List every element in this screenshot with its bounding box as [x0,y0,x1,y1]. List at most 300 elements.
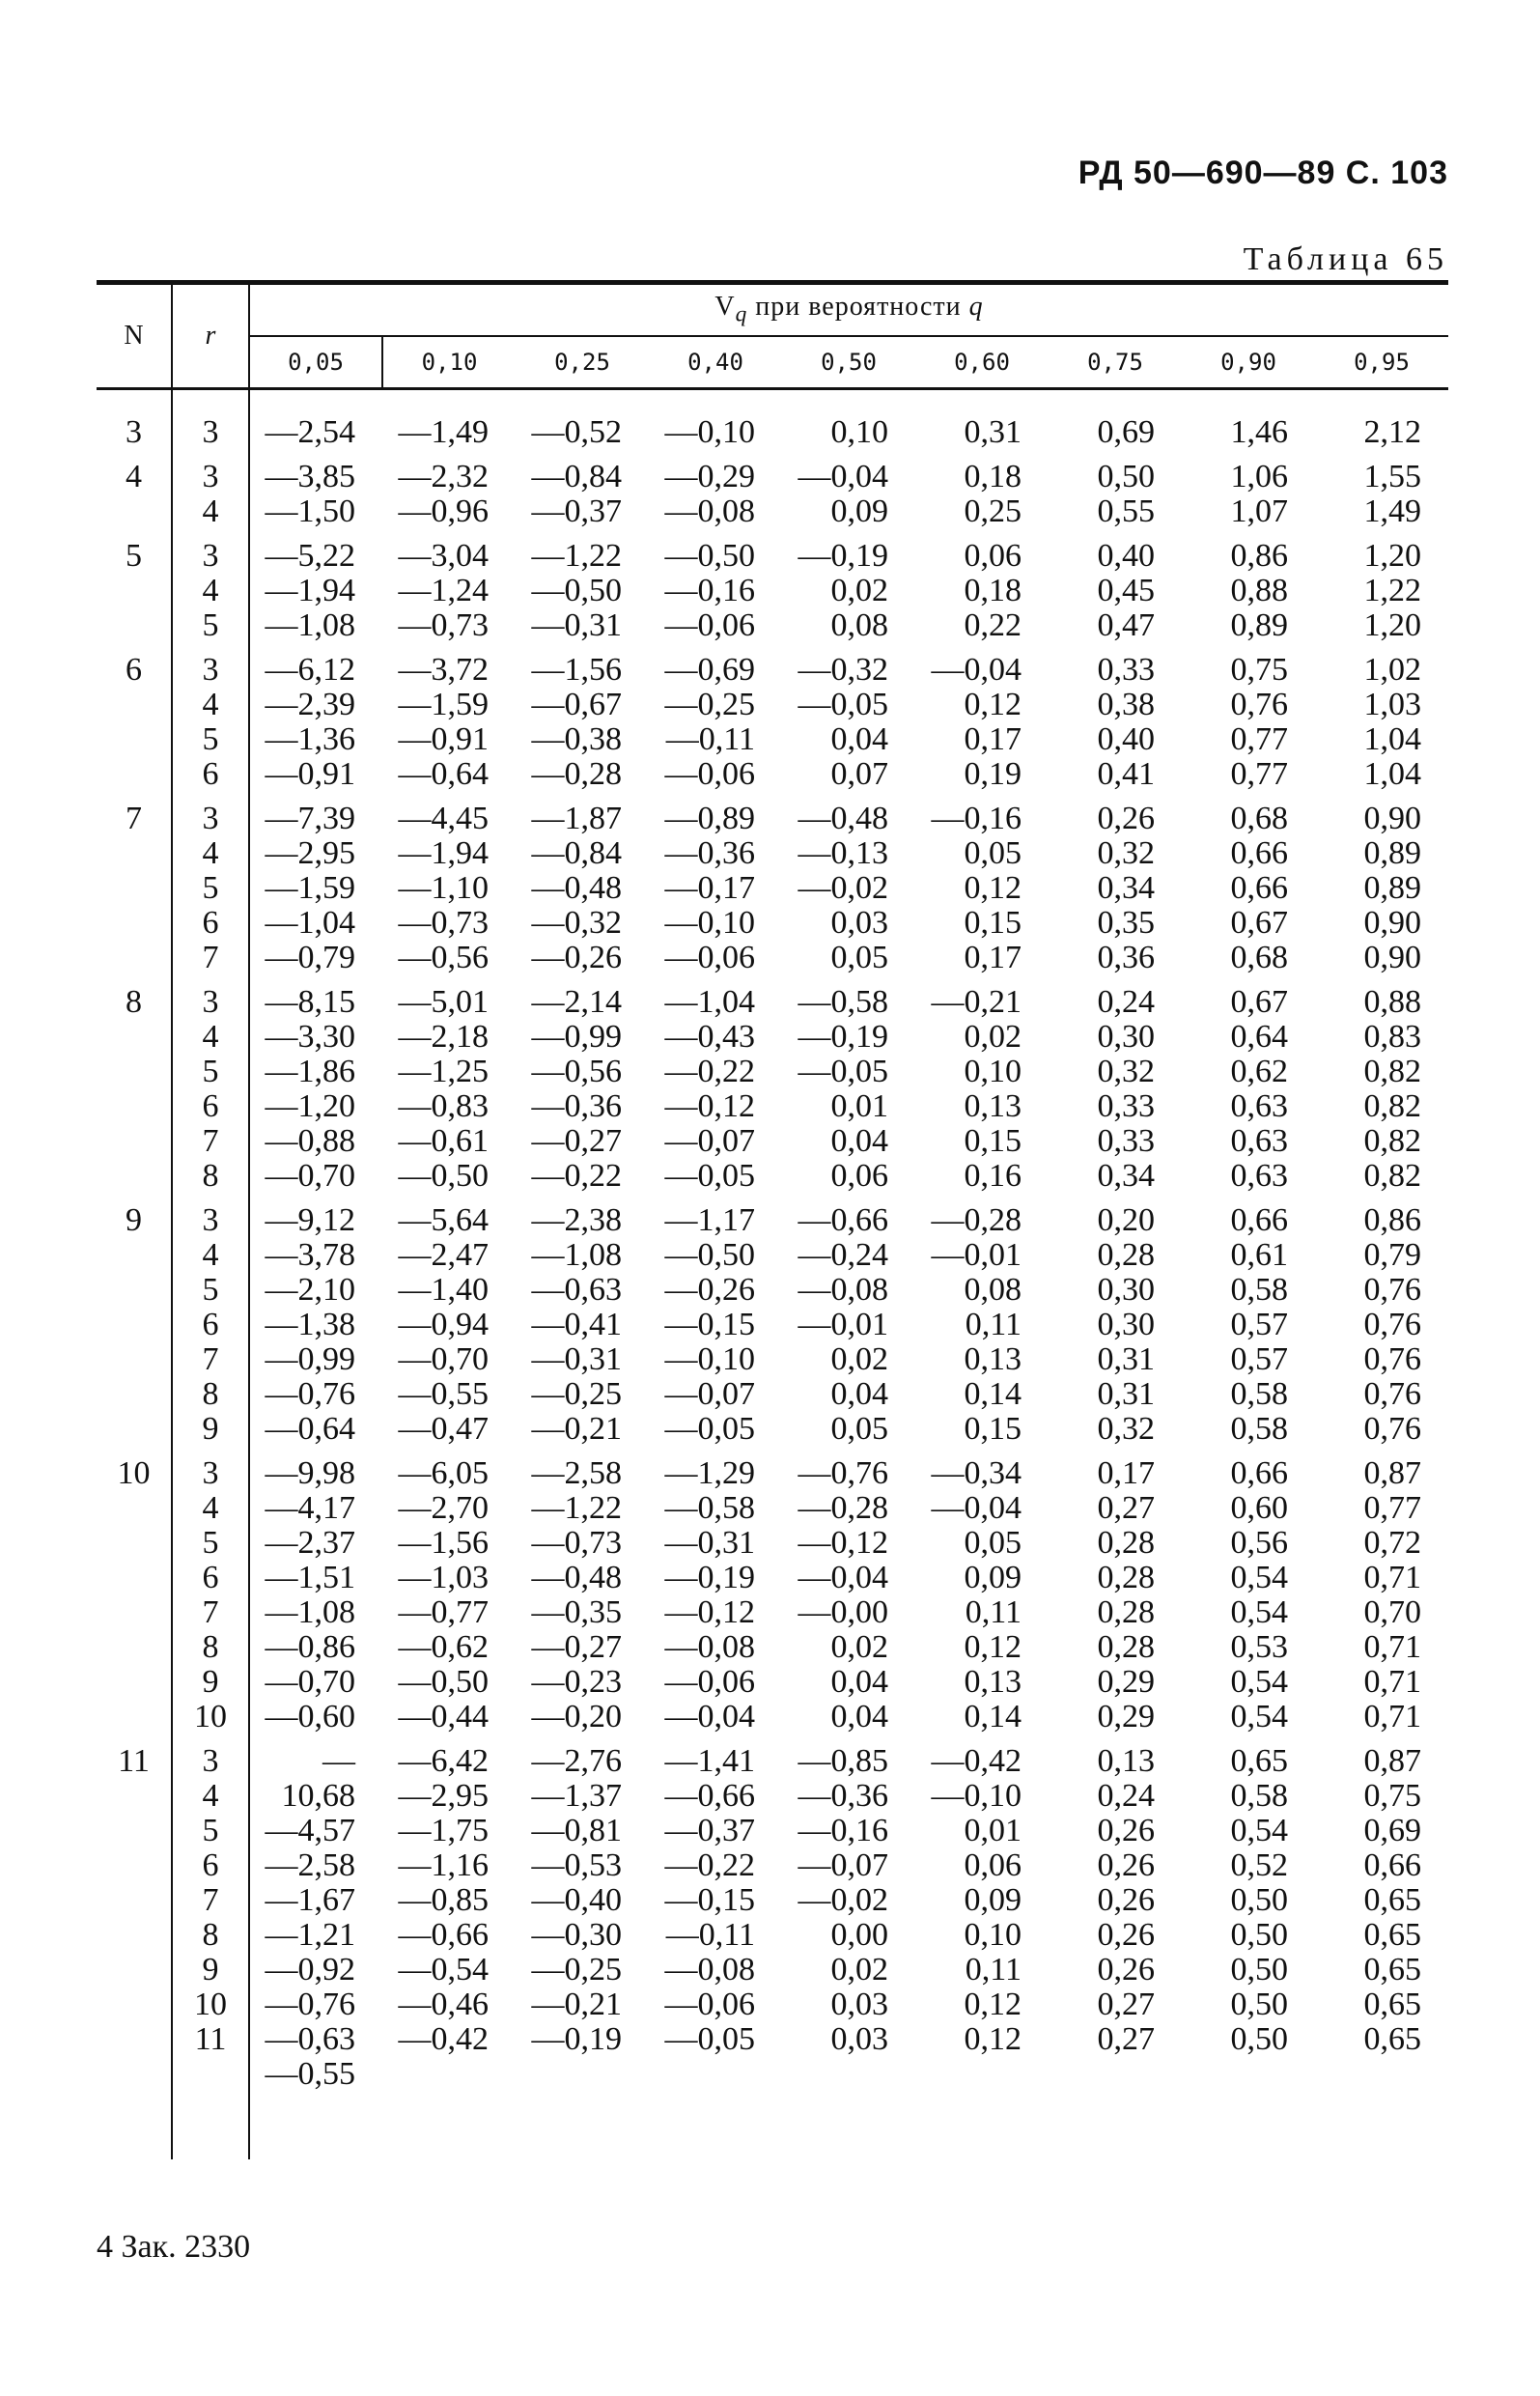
value: —0,04 [931,652,1022,688]
cell-values [516,1447,649,1734]
value: —0,06 [664,1664,755,1700]
cell-values [1049,1447,1182,1734]
value: 0,75 [1363,1778,1421,1814]
value: 0,62 [1230,1054,1288,1089]
value: 0,67 [1230,905,1288,941]
cell-values [1182,1194,1315,1447]
value: 0,34 [1097,870,1155,906]
cell-values [249,792,382,975]
value: 0,41 [1097,756,1155,792]
value: —0,37 [531,493,622,529]
value: 0,27 [1097,1490,1155,1526]
value: 0,66 [1230,835,1288,871]
value: —0,22 [531,1158,622,1194]
cell-values [1315,1734,1448,2159]
value: —0,64 [398,756,489,792]
cell-r [172,1734,249,2159]
value: 0,06 [964,538,1022,574]
value: 0,69 [1363,1813,1421,1848]
page-footer: 4 Зак. 2330 [97,2229,251,2265]
value: 0,25 [964,493,1022,529]
value: 0,40 [1097,538,1155,574]
value: —0,91 [398,721,489,757]
value: —1,20 [265,1088,355,1124]
value: —0,66 [664,1778,755,1814]
value: 0,89 [1230,607,1288,643]
value: 1,02 [1363,652,1421,688]
value: —0,38 [531,721,622,757]
value: —1,08 [265,607,355,643]
value: 2,12 [1363,414,1421,450]
value: 1,03 [1363,687,1421,722]
cell-n: 8 [97,975,172,1194]
value: —6,12 [265,652,355,688]
r-value: 3 [202,414,219,450]
value: 0,83 [1363,1019,1421,1055]
value: —0,29 [664,459,755,494]
value: 0,09 [830,493,888,529]
value: 0,89 [1363,870,1421,906]
value: —9,12 [265,1202,355,1238]
value: 0,05 [964,1525,1022,1561]
cell-values [649,529,782,643]
value: 0,06 [964,1847,1022,1883]
value: 0,09 [964,1882,1022,1918]
value: —1,67 [265,1882,355,1918]
value: 0,28 [1097,1594,1155,1630]
cell-values [782,529,915,643]
cell-values [649,450,782,529]
value: —0,06 [664,940,755,975]
value: —1,94 [265,573,355,608]
value: 0,19 [964,756,1022,792]
value: 0,03 [830,2021,888,2057]
value: 0,12 [964,687,1022,722]
value: 0,01 [964,1813,1022,1848]
value: —0,10 [664,1341,755,1377]
value: —0,44 [398,1699,489,1734]
value: 0,11 [965,1307,1022,1342]
table-row-group [97,975,1448,1194]
value: —0,22 [664,1054,755,1089]
value: —0,55 [265,2056,355,2092]
value: —0,06 [664,756,755,792]
value: 0,17 [1097,1455,1155,1491]
value: 0,16 [964,1158,1022,1194]
table-row-group [97,792,1448,975]
value: —0,41 [531,1307,622,1342]
value: 0,45 [1097,573,1155,608]
value: —0,08 [664,1952,755,1987]
v-caption-text: при вероятности [747,292,969,323]
value: —0,73 [398,607,489,643]
cell-values [516,1194,649,1447]
value: —0,06 [664,1987,755,2022]
value: 0,10 [830,414,888,450]
cell-values [1315,450,1448,529]
value: 0,65 [1230,1743,1288,1779]
value: —1,17 [664,1202,755,1238]
value: 0,90 [1363,940,1421,975]
value: —0,50 [398,1158,489,1194]
value: —0,42 [931,1743,1022,1779]
value: 0,86 [1363,1202,1421,1238]
value: 0,13 [964,1341,1022,1377]
cell-values [1049,389,1182,451]
value: —0,85 [798,1743,888,1779]
value: 0,04 [830,1123,888,1159]
value: —1,03 [398,1560,489,1595]
value: —0,42 [398,2021,489,2057]
value: —0,84 [531,835,622,871]
value: 0,82 [1363,1158,1421,1194]
value: —0,04 [798,1560,888,1595]
value: 0,15 [964,1123,1022,1159]
value: —0,31 [664,1525,755,1561]
value: —0,19 [798,1019,888,1055]
cell-values [382,975,516,1194]
value: —0,84 [531,459,622,494]
r-value: 8 [202,1376,219,1412]
r-value: 3 [202,1455,219,1491]
value: —0,63 [531,1272,622,1308]
value: —0,54 [398,1952,489,1987]
value: 0,82 [1363,1054,1421,1089]
value: 0,86 [1230,538,1288,574]
value: —3,78 [265,1237,355,1273]
cell-values [516,529,649,643]
value: 0,08 [964,1272,1022,1308]
value: —0,66 [798,1202,888,1238]
r-value: 6 [202,1560,219,1595]
value: —0,10 [664,905,755,941]
value: —1,59 [265,870,355,906]
cell-values [382,529,516,643]
value: —0,53 [531,1847,622,1883]
value: 0,47 [1097,607,1155,643]
cell-n: 9 [97,1194,172,1447]
r-value: 7 [202,940,219,975]
column-header-q: 0,90 [1182,336,1315,389]
table-row-group [97,529,1448,643]
value: 0,12 [964,1629,1022,1665]
value: —1,24 [398,573,489,608]
value: 0,33 [1097,652,1155,688]
value: 0,32 [1097,1411,1155,1447]
value: —1,08 [531,1237,622,1273]
r-value: 7 [202,1123,219,1159]
value: 0,65 [1363,1987,1421,2022]
value: 1,20 [1363,607,1421,643]
value: 0,02 [964,1019,1022,1055]
value: 0,87 [1363,1743,1421,1779]
r-value: 11 [194,2021,227,2057]
value: 0,26 [1097,801,1155,836]
value: 0,88 [1363,984,1421,1020]
r-value: 8 [202,1629,219,1665]
value: —6,05 [398,1455,489,1491]
value: —0,76 [265,1376,355,1412]
value: —0,25 [531,1952,622,1987]
cell-n: 6 [97,643,172,792]
r-value: 7 [202,1882,219,1918]
column-header-q: 0,10 [382,336,516,389]
cell-values [382,1734,516,2159]
value: 0,53 [1230,1629,1288,1665]
value: —0,92 [265,1952,355,1987]
value: —0,55 [398,1376,489,1412]
value: —0,02 [798,870,888,906]
cell-values [516,792,649,975]
value: —2,95 [265,835,355,871]
cell-n: 10 [97,1447,172,1734]
value: —0,13 [798,835,888,871]
value: 0,65 [1363,1882,1421,1918]
value: 0,20 [1097,1202,1155,1238]
value: 0,04 [830,1376,888,1412]
cell-values [249,975,382,1194]
value: 0,65 [1363,1917,1421,1953]
value: 0,71 [1363,1560,1421,1595]
value: —3,85 [265,459,355,494]
column-header-n: N [97,283,172,389]
value: 0,30 [1097,1019,1155,1055]
value: 0,31 [1097,1376,1155,1412]
value: —0,15 [664,1307,755,1342]
value: —1,16 [398,1847,489,1883]
value: 0,26 [1097,1813,1155,1848]
cell-n: 11 [97,1734,172,2159]
value: —0,85 [398,1882,489,1918]
value: —0,36 [798,1778,888,1814]
value: —1,59 [398,687,489,722]
r-value: 6 [202,905,219,941]
value: —0,24 [798,1237,888,1273]
value: —0,27 [531,1629,622,1665]
r-value: 3 [202,1202,219,1238]
value: —0,86 [265,1629,355,1665]
value: —0,56 [398,940,489,975]
cell-values [516,975,649,1194]
value: —0,12 [664,1594,755,1630]
value: —2,10 [265,1272,355,1308]
cell-values [915,1734,1049,2159]
value: 0,61 [1230,1237,1288,1273]
value: 0,33 [1097,1123,1155,1159]
value: —1,04 [265,905,355,941]
cell-values [1049,450,1182,529]
cell-values [915,792,1049,975]
value: —1,56 [531,652,622,688]
table-row-group [97,1734,1448,2159]
value: —0,11 [665,721,755,757]
value: 0,11 [965,1952,1022,1987]
value: —0,28 [798,1490,888,1526]
r-value: 4 [202,835,219,871]
value: —1,40 [398,1272,489,1308]
value: —9,98 [265,1455,355,1491]
value: 0,89 [1363,835,1421,871]
column-header-q: 0,50 [782,336,915,389]
value: 0,36 [1097,940,1155,975]
value: —0,08 [798,1272,888,1308]
value: 0,76 [1363,1272,1421,1308]
cell-values [1049,529,1182,643]
cell-r [172,529,249,643]
value: 0,79 [1363,1237,1421,1273]
value: 0,13 [964,1088,1022,1124]
cell-values [1049,975,1182,1194]
value: —0,50 [398,1664,489,1700]
value: —0,70 [265,1158,355,1194]
value: 0,30 [1097,1272,1155,1308]
cell-values [249,1194,382,1447]
cell-values [382,643,516,792]
value: 0,33 [1097,1088,1155,1124]
column-header-v-group [249,283,1448,337]
value: 0,02 [830,1629,888,1665]
value: —0,10 [664,414,755,450]
value: 0,54 [1230,1664,1288,1700]
value: 0,88 [1230,573,1288,608]
cell-values [516,643,649,792]
value: —0,19 [664,1560,755,1595]
value: —0,48 [531,870,622,906]
value: —0,83 [398,1088,489,1124]
value: —0,36 [531,1088,622,1124]
cell-values [249,450,382,529]
value: 0,90 [1363,905,1421,941]
value: —0,32 [798,652,888,688]
value: —0,21 [931,984,1022,1020]
r-value: 7 [202,1341,219,1377]
cell-values [782,1734,915,2159]
value: 0,50 [1230,1952,1288,1987]
value: 0,66 [1230,1455,1288,1491]
value: —0,60 [265,1699,355,1734]
cell-n: 5 [97,529,172,643]
value: 1,04 [1363,721,1421,757]
value: 0,13 [964,1664,1022,1700]
cell-values [1182,1734,1315,2159]
value: 0,29 [1097,1699,1155,1734]
value: 0,28 [1097,1629,1155,1665]
value: 0,34 [1097,1158,1155,1194]
cell-values [1315,529,1448,643]
value: —2,37 [265,1525,355,1561]
value: 0,35 [1097,905,1155,941]
value: —0,30 [531,1917,622,1953]
q-header-row [97,336,1448,389]
cell-values [1182,643,1315,792]
value: 1,07 [1230,493,1288,529]
value: 0,50 [1230,2021,1288,2057]
cell-values [915,389,1049,451]
r-value: 3 [202,538,219,574]
value: 0,64 [1230,1019,1288,1055]
value: 0,52 [1230,1847,1288,1883]
value: —2,70 [398,1490,489,1526]
cell-values [1049,792,1182,975]
cell-r [172,1447,249,1734]
cell-values [382,792,516,975]
value: 0,75 [1230,652,1288,688]
value: 0,10 [964,1054,1022,1089]
cell-values [382,450,516,529]
value: —1,75 [398,1813,489,1848]
value: 0,31 [1097,1341,1155,1377]
value: —0,07 [664,1376,755,1412]
value: 0,12 [964,870,1022,906]
value: —3,72 [398,652,489,688]
value: —2,47 [398,1237,489,1273]
r-value: 5 [202,607,219,643]
cell-values [1182,389,1315,451]
value: —0,27 [531,1123,622,1159]
cell-values [1049,1734,1182,2159]
value: —0,99 [265,1341,355,1377]
value: 0,56 [1230,1525,1288,1561]
value: 0,28 [1097,1560,1155,1595]
value: 0,65 [1363,1952,1421,1987]
value: —0,37 [664,1813,755,1848]
value: 0,67 [1230,984,1288,1020]
value: —1,86 [265,1054,355,1089]
cell-values [1182,1447,1315,1734]
value: —0,50 [531,573,622,608]
value: 0,22 [964,607,1022,643]
cell-values [782,389,915,451]
value: —4,45 [398,801,489,836]
column-header-q: 0,60 [915,336,1049,389]
value: —0,32 [531,905,622,941]
cell-values [1049,1194,1182,1447]
value: —0,04 [664,1699,755,1734]
value: 0,28 [1097,1237,1155,1273]
value: —0,28 [931,1202,1022,1238]
value: 0,66 [1363,1847,1421,1883]
value: 0,66 [1230,870,1288,906]
value: —0,05 [798,687,888,722]
value: —0,96 [398,493,489,529]
column-header-q: 0,05 [249,336,382,389]
value: —0,89 [664,801,755,836]
value: —5,01 [398,984,489,1020]
table-row-group [97,389,1448,451]
value: 0,29 [1097,1664,1155,1700]
column-header-q: 0,25 [516,336,649,389]
cell-values [382,1447,516,1734]
cell-values [1315,1447,1448,1734]
cell-values [249,389,382,451]
value: —0,63 [265,2021,355,2057]
value: 0,14 [964,1376,1022,1412]
value: 0,57 [1230,1341,1288,1377]
value: —0,22 [664,1847,755,1883]
cell-values [915,1194,1049,1447]
r-value: 5 [202,1054,219,1089]
value: —0,07 [798,1847,888,1883]
value: 1,20 [1363,538,1421,574]
value: —0,12 [664,1088,755,1124]
cell-values [1182,975,1315,1194]
value: 0,28 [1097,1525,1155,1561]
value: —0,50 [664,1237,755,1273]
value: —1,22 [531,538,622,574]
r-value: 6 [202,1847,219,1883]
value: 0,65 [1363,2021,1421,2057]
value: 0,71 [1363,1699,1421,1734]
